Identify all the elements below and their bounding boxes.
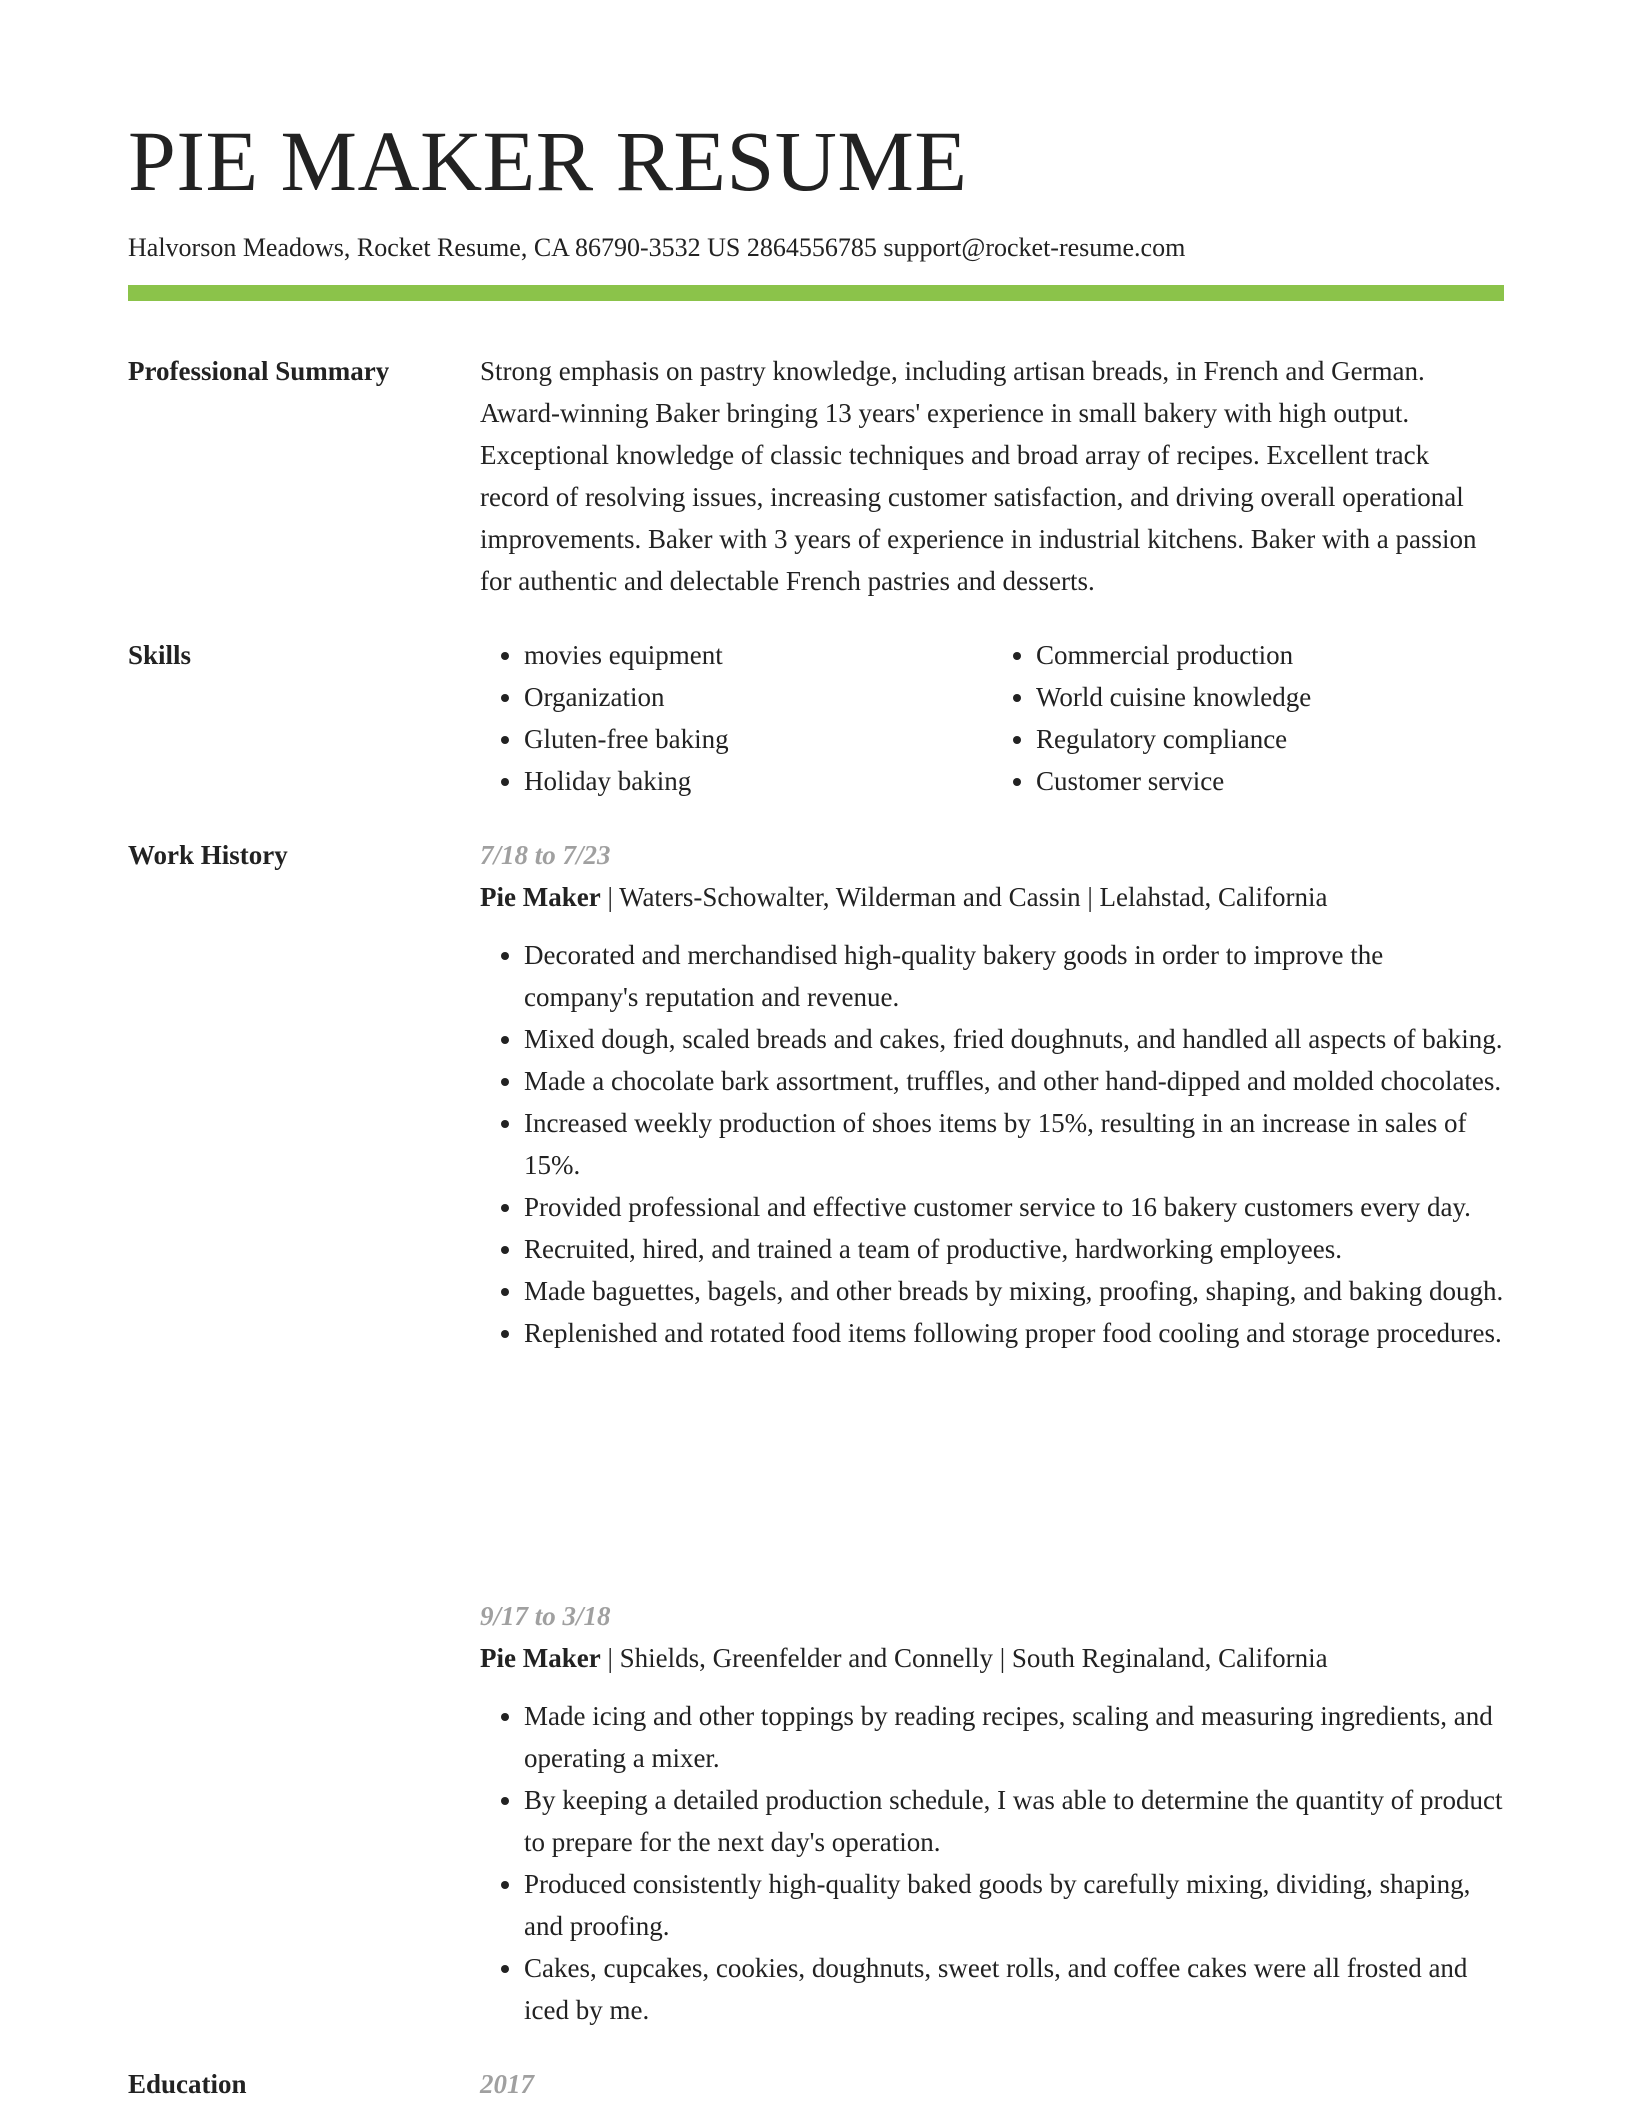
skill-item: • Commercial production [1036,634,1504,676]
job-title-line [480,1637,1504,1679]
accent-divider [128,285,1504,301]
job-bullet: • Produced consistently high-quality baked goods by carefully mixing, dividing, shaping, and proofing. [524,1863,1504,1947]
job-bullet: • Decorated and merchandised high-quality bakery goods in order to improve the company's reputation and revenue. [524,934,1504,1018]
skill-item: • Organization [524,676,992,718]
job-bullet: • Cakes, cupcakes, cookies, doughnuts, sweet rolls, and coffee cakes were all frosted and iced by me. [524,1947,1504,2031]
skill-item: • movies equipment [524,634,992,676]
job-bullet: • Made a chocolate bark assortment, truffles, and other hand-dipped and molded chocolates. [524,1060,1504,1102]
skill-item: • Regulatory compliance [1036,718,1504,760]
job-bullets [480,1695,1504,2031]
skill-item: • Gluten-free baking [524,718,992,760]
job-bullet: • Increased weekly production of shoes items by 15%, resulting in an increase in sales of 15%. [524,1102,1504,1186]
job-bullet: • Replenished and rotated food items following proper food cooling and storage procedures. [524,1312,1504,1354]
education-year: 2017 [480,2069,534,2099]
job-bullet: • Recruited, hired, and trained a team of productive, hardworking employees. [524,1228,1504,1270]
job-title: Pie Maker [480,1643,601,1673]
job-bullet: • Mixed dough, scaled breads and cakes, fried doughnuts, and handled all aspects of baking. [524,1018,1504,1060]
job-bullets [480,934,1504,1354]
education-heading: Education [128,2069,247,2099]
job-title: Pie Maker [480,882,601,912]
work-history-heading: Work History [128,840,288,870]
job-dates: 9/17 to 3/18 [480,1601,611,1631]
contact-line: Halvorson Meadows, Rocket Resume, CA 86790-3532 US 2864556785 support@rocket-resume.com [128,233,1186,262]
skill-item: • Holiday baking [524,760,992,802]
job-dates: 7/18 to 7/23 [480,840,611,870]
job-bullet: • Made icing and other toppings by reading recipes, scaling and measuring ingredients, and operating a mixer. [524,1695,1504,1779]
job-details: | Waters-Schowalter, Wilderman and Cassin | Lelahstad, California [600,882,1328,912]
skills-list-left [480,634,992,802]
job-bullet: • By keeping a detailed production schedule, I was able to determine the quantity of product to prepare for the next day's operation. [524,1779,1504,1863]
skill-item: • Customer service [1036,760,1504,802]
job-details: | Shields, Greenfelder and Connelly | South Reginaland, California [600,1643,1328,1673]
summary-text: Strong emphasis on pastry knowledge, including artisan breads, in French and German. Award-winning Baker bringing 13 years' experience in small bakery with high output. Exceptional knowledge of classic techniques and broad array of recipes. Excellent track record of resolving issues, increasing customer satisfaction, and driving overall operational improvements. Baker with 3 years of experience in industrial kitchens. Baker with a passion for authentic and delectable French pastries and desserts. [480,356,1477,596]
job-bullet: • Made baguettes, bagels, and other breads by mixing, proofing, shaping, and baking dough. [524,1270,1504,1312]
skills-section [480,634,1504,802]
summary-section [480,350,1504,602]
summary-heading: Professional Summary [128,356,390,386]
job-entry [480,834,1504,1354]
resume-title: PIE MAKER RESUME [128,113,968,209]
skills-heading: Skills [128,640,192,670]
job-title-line [480,876,1504,918]
education-section [480,2063,1504,2105]
skill-item: • World cuisine knowledge [1036,676,1504,718]
job-bullet: • Provided professional and effective customer service to 16 bakery customers every day. [524,1186,1504,1228]
job-entry [480,1595,1504,2031]
skills-list-right [992,634,1504,802]
